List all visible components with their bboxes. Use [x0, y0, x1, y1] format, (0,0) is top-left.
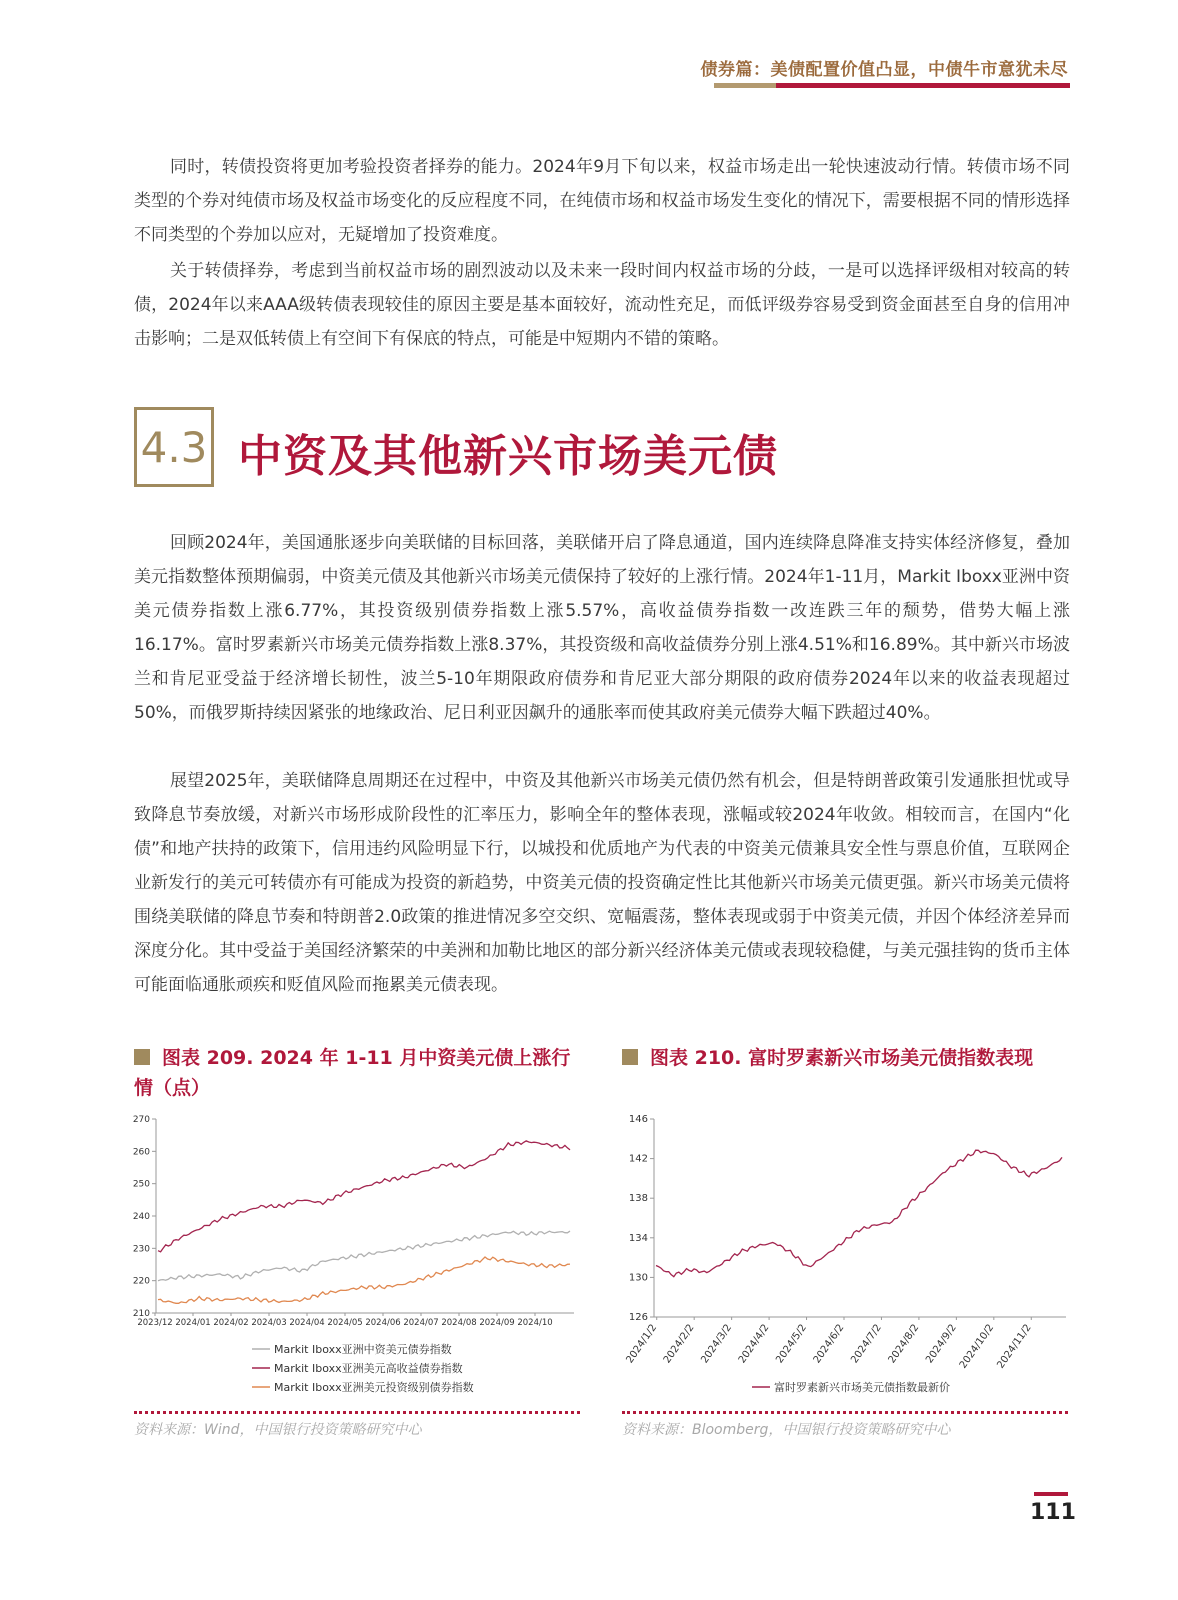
x-tick-label: 2024/3/2 — [699, 1322, 735, 1366]
figure-marker-icon — [622, 1049, 638, 1065]
y-tick-label: 240 — [132, 1212, 150, 1222]
y-tick-label: 138 — [628, 1193, 648, 1205]
series-line-2 — [158, 1141, 570, 1252]
paragraph-convertible-strategy: 关于转债择券，考虑到当前权益市场的剧烈波动以及未来一段时间内权益市场的分歧，一是可以选择评级相对较高的转债，2024年以来AAA级转债表现较佳的原因主要是基本面较好，流动性充足，而低评级券容易受到资金面甚至自身的信用冲击影响；二是双低转债上有空间下有保底的特点，可能是中短期内不错的策略。 — [134, 261, 1070, 349]
figure-210-divider — [622, 1411, 1068, 1414]
x-tick-label: 2024/7/2 — [849, 1322, 884, 1366]
figure-209-title-line2: 情（点） — [134, 1077, 211, 1099]
figure-210-title-line1: 图表 210. 富时罗素新兴市场美元债指数表现 — [650, 1047, 1034, 1069]
figure-209-divider — [134, 1411, 580, 1414]
x-tick-label: 2024/6/2 — [811, 1322, 847, 1366]
series-line-3 — [158, 1257, 570, 1303]
y-tick-label: 126 — [628, 1312, 648, 1323]
legend-label: 富时罗素新兴市场美元债指数最新价 — [774, 1381, 950, 1394]
x-tick-label: 2024/03 — [251, 1318, 287, 1328]
paragraph-outlook-2025: 展望2025年，美联储降息周期还在过程中，中资及其他新兴市场美元债仍然有机会，但是特朗普政策引发通胀担忧或导致降息节奏放缓，对新兴市场形成阶段性的汇率压力，影响全年的整体表现，涨幅或较2024年收敛。相较而言，在国内“化债”和地产扶持的政策下，信用违约风险明显下行，以城投和优质地产为代表的中资美元债兼具安全性与票息价值，互联网企业新发行的美元可转债亦有可能成为投资的新趋势，中资美元债的投资确定性比其他新兴市场美元债更强。新兴市场美元债将围绕美联储的降息节奏和特朗普2.0政策的推进情况多空交织、宽幅震荡，整体表现或弱于中资美元债，并因个体经济差异而深度分化。其中受益于美国经济繁荣的中美洲和加勒比地区的部分新兴经济体美元债或表现较稳健，与美元强挂钩的货币主体可能面临通胀顽疾和贬值风险而拖累美元债表现。 — [134, 771, 1070, 995]
header-title: 债券篇：美债配置价值凸显，中债牛市意犹未尽 — [700, 60, 1068, 80]
figure-210-source: 资料来源：Bloomberg，中国银行投资策略研究中心 — [622, 1422, 951, 1438]
x-tick-label: 2024/05 — [327, 1318, 363, 1328]
y-tick-label: 142 — [628, 1153, 648, 1165]
series-line-1 — [158, 1231, 570, 1281]
header-bar-gold — [714, 83, 776, 88]
figure-209-chart — [128, 1105, 588, 1405]
x-tick-label: 2024/02 — [213, 1318, 249, 1328]
x-tick-label: 2024/07 — [403, 1318, 439, 1328]
x-tick-label: 2024/04 — [289, 1318, 325, 1328]
header-bar-red — [776, 83, 1070, 88]
figure-209-title — [134, 1043, 594, 1103]
page-number: 111 — [1030, 1500, 1076, 1525]
x-tick-label: 2024/9/2 — [924, 1322, 959, 1366]
x-tick-label: 2024/1/2 — [624, 1322, 660, 1366]
y-tick-label: 230 — [132, 1244, 150, 1255]
y-tick-label: 130 — [628, 1272, 648, 1284]
figure-210-chart — [618, 1105, 1074, 1405]
x-tick-label: 2024/08 — [441, 1318, 477, 1328]
paragraph-convertible-selection: 同时，转债投资将更加考验投资者择券的能力。2024年9月下旬以来，权益市场走出一轮快速波动行情。转债市场不同类型的个券对纯债市场及权益市场变化的反应程度不同，在纯债市场和权益市场发生变化的情况下，需要根据不同的情形选择不同类型的个券加以应对，无疑增加了投资难度。 — [134, 157, 1070, 245]
legend-label: Markit Iboxx亚洲美元投资级别债券指数 — [274, 1381, 474, 1394]
x-tick-label: 2024/06 — [365, 1318, 401, 1328]
series-line-1 — [656, 1150, 1062, 1277]
x-tick-label: 2024/4/2 — [736, 1322, 772, 1366]
section-number: 4.3 — [140, 422, 208, 472]
x-tick-label: 2023/12 — [137, 1318, 173, 1328]
x-tick-label: 2024/2/2 — [661, 1322, 697, 1366]
y-tick-label: 250 — [132, 1179, 150, 1190]
y-tick-label: 260 — [132, 1147, 150, 1158]
figure-210-title — [622, 1043, 1082, 1073]
figure-marker-icon — [134, 1049, 150, 1065]
x-tick-label: 2024/5/2 — [774, 1322, 810, 1366]
figure-209-source: 资料来源：Wind，中国银行投资策略研究中心 — [134, 1422, 422, 1438]
legend-label: Markit Iboxx亚洲美元高收益债券指数 — [274, 1362, 463, 1375]
x-tick-label: 2024/10/2 — [957, 1322, 997, 1371]
x-tick-label: 2024/10 — [517, 1318, 553, 1328]
page-number-bar — [1034, 1492, 1068, 1496]
x-tick-label: 2024/8/2 — [886, 1322, 922, 1366]
x-tick-label: 2024/09 — [479, 1318, 515, 1328]
section-number-box — [134, 407, 214, 487]
x-tick-label: 2024/01 — [175, 1318, 211, 1328]
y-tick-label: 270 — [132, 1115, 150, 1125]
figure-209-title-line1: 图表 209. 2024 年 1-11 月中资美元债上涨行 — [162, 1047, 571, 1069]
legend-label: Markit Iboxx亚洲中资美元债券指数 — [274, 1343, 452, 1356]
y-tick-label: 146 — [628, 1114, 648, 1125]
section-title: 中资及其他新兴市场美元债 — [238, 431, 778, 482]
y-tick-label: 210 — [132, 1309, 150, 1319]
y-tick-label: 220 — [132, 1276, 150, 1287]
y-tick-label: 134 — [628, 1232, 648, 1244]
x-tick-label: 2024/11/2 — [995, 1322, 1034, 1371]
paragraph-review-2024: 回顾2024年，美国通胀逐步向美联储的目标回落，美联储开启了降息通道，国内连续降息降准支持实体经济修复，叠加美元指数整体预期偏弱，中资美元债及其他新兴市场美元债保持了较好的上涨行情。2024年1-11月，Markit Iboxx亚洲中资美元债券指数上涨6.77%，其投资级别债券指数上涨5.57%，高收益债券指数一改连跌三年的颓势，借势大幅上涨16.17%。富时罗素新兴市场美元债券指数上涨8.37%，其投资级和高收益债券分别上涨4.51%和16.89%。其中新兴市场波兰和肯尼亚受益于经济增长韧性，波兰5-10年期限政府债券和肯尼亚大部分期限的政府债券2024年以来的收益表现超过50%，而俄罗斯持续因紧张的地缘政治、尼日利亚因飙升的通胀率而使其政府美元债券大幅下跌超过40%。 — [134, 533, 1070, 723]
